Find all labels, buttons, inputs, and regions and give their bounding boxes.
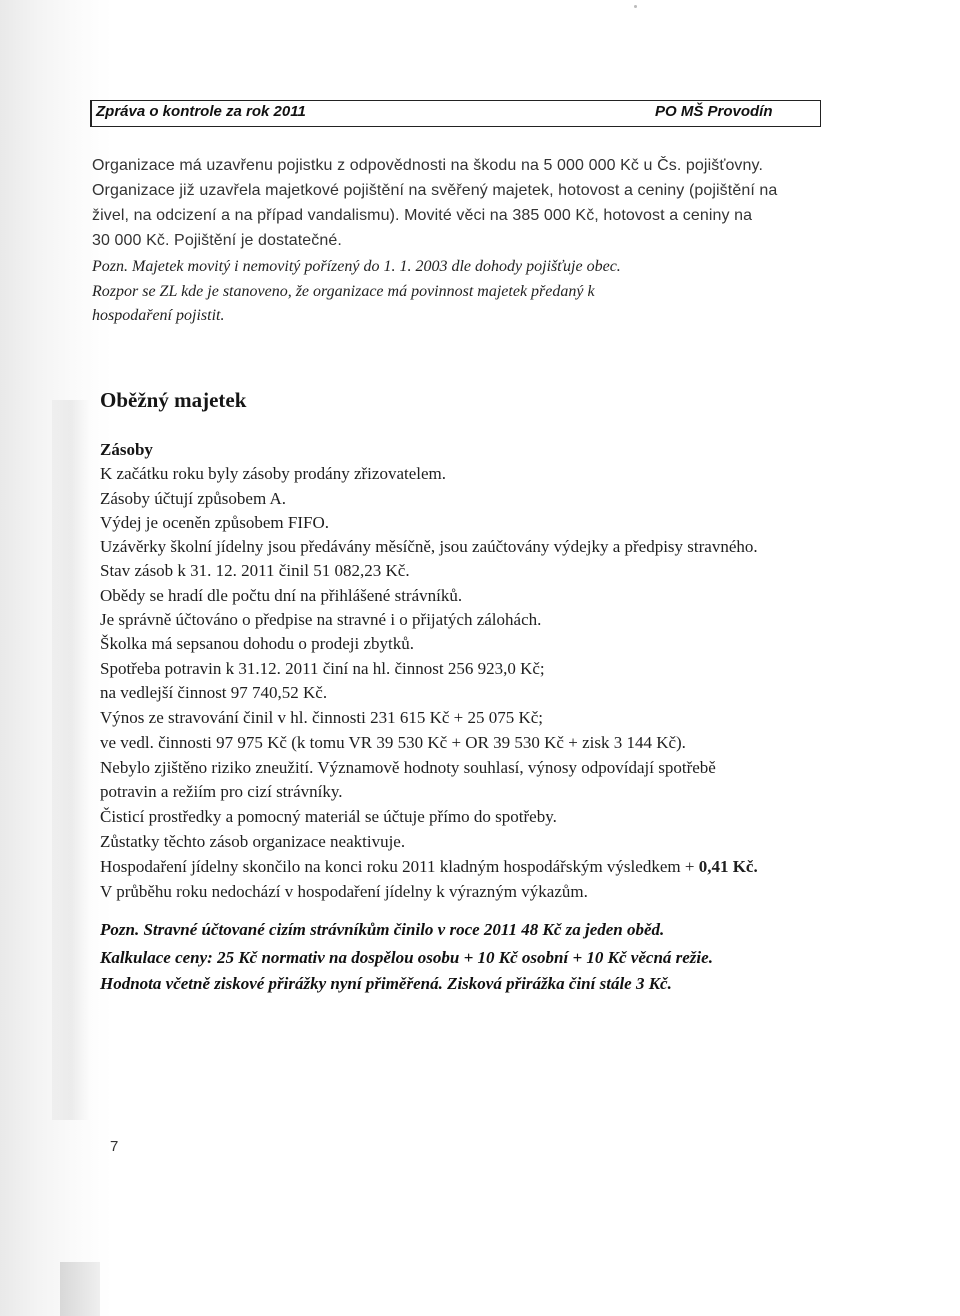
insurance-line: Organizace již uzavřela majetkové pojištění na svěřený majetek, hotovost a ceniny (pojištění na: [92, 182, 778, 199]
bold-note-line: Pozn. Stravné účtované cizím strávníkům činilo v roce 2011 48 Kč za jeden oběd.: [100, 920, 665, 939]
zasoby-line: Nebylo zjištěno riziko zneužití. Významově hodnoty souhlasí, výnosy odpovídají spotřebě: [100, 758, 716, 777]
zasoby-line: potravin a režiím pro cizí strávníky.: [100, 782, 343, 801]
page-number: 7: [110, 1138, 119, 1155]
zasoby-line: Výnos ze stravování činil v hl. činnosti 231 615 Kč + 25 075 Kč;: [100, 708, 544, 727]
zasoby-line: Uzávěrky školní jídelny jsou předávány měsíčně, jsou zaúčtovány výdejky a předpisy stravného.: [100, 537, 758, 556]
zasoby-line: K začátku roku byly zásoby prodány zřizovatelem.: [100, 464, 447, 483]
zasoby-line: Spotřeba potravin k 31.12. 2011 činí na hl. činnost 256 923,0 Kč;: [100, 659, 545, 678]
zasoby-line: Zůstatky těchto zásob organizace neaktivuje.: [100, 832, 406, 851]
result-text: Hospodaření jídelny skončilo na konci roku 2011 kladným hospodářským výsledkem +: [100, 857, 699, 876]
subsection-heading: Zásoby: [100, 440, 153, 459]
zasoby-line: ve vedl. činnosti 97 975 Kč (k tomu VR 39 530 Kč + OR 39 530 Kč + zisk 3 144 Kč).: [100, 733, 686, 752]
scan-speck: [634, 5, 637, 8]
last-line: V průběhu roku nedochází v hospodaření jídelny k výrazným výkazům.: [100, 882, 588, 901]
zasoby-line: Zásoby účtují způsobem A.: [100, 489, 287, 508]
zasoby-line: Výdej je oceněn způsobem FIFO.: [100, 513, 329, 532]
bold-note-line: Kalkulace ceny: 25 Kč normativ na dospělou osobu + 10 Kč osobní + 10 Kč věcná režie.: [100, 948, 713, 967]
insurance-line: Organizace má uzavřenu pojistku z odpovědnosti na škodu na 5 000 000 Kč u Čs. pojišťovny.: [92, 157, 763, 174]
header-title: Zpráva o kontrole za rok 2011: [96, 103, 306, 120]
zasoby-line: Školka má sepsanou dohodu o prodeji zbytků.: [100, 634, 414, 653]
binding-shadow-inner: [52, 400, 90, 1120]
note-line: Pozn. Majetek movitý i nemovitý pořízený do 1. 1. 2003 dle dohody pojišťuje obec.: [92, 258, 621, 275]
bold-note-line: Hodnota včetně ziskové přirážky nyní přiměřená. Zisková přirážka činí stále 3 Kč.: [100, 974, 672, 993]
insurance-line: 30 000 Kč. Pojištění je dostatečné.: [92, 232, 342, 249]
note-line: hospodaření pojistit.: [92, 307, 225, 324]
zasoby-line: Stav zásob k 31. 12. 2011 činil 51 082,23 Kč.: [100, 561, 410, 580]
result-value: 0,41 Kč.: [698, 857, 758, 876]
result-line: [100, 857, 758, 877]
header-organization: PO MŠ Provodín: [655, 103, 773, 120]
note-line: Rozpor se ZL kde je stanoveno, že organizace má povinnost majetek předaný k: [92, 283, 595, 300]
section-heading: Oběžný majetek: [100, 388, 247, 412]
zasoby-line: Je správně účtováno o předpise na stravné i o přijatých zálohách.: [100, 610, 542, 629]
zasoby-line: Obědy se hradí dle počtu dní na přihlášené strávníků.: [100, 586, 463, 605]
insurance-line: živel, na odcizení a na případ vandalismu). Movité věci na 385 000 Kč, hotovost a ceniny na: [92, 207, 753, 224]
scan-corner-shadow: [60, 1262, 100, 1316]
zasoby-line: na vedlejší činnost 97 740,52 Kč.: [100, 683, 328, 702]
zasoby-line: Čisticí prostředky a pomocný materiál se účtuje přímo do spotřeby.: [100, 807, 557, 826]
